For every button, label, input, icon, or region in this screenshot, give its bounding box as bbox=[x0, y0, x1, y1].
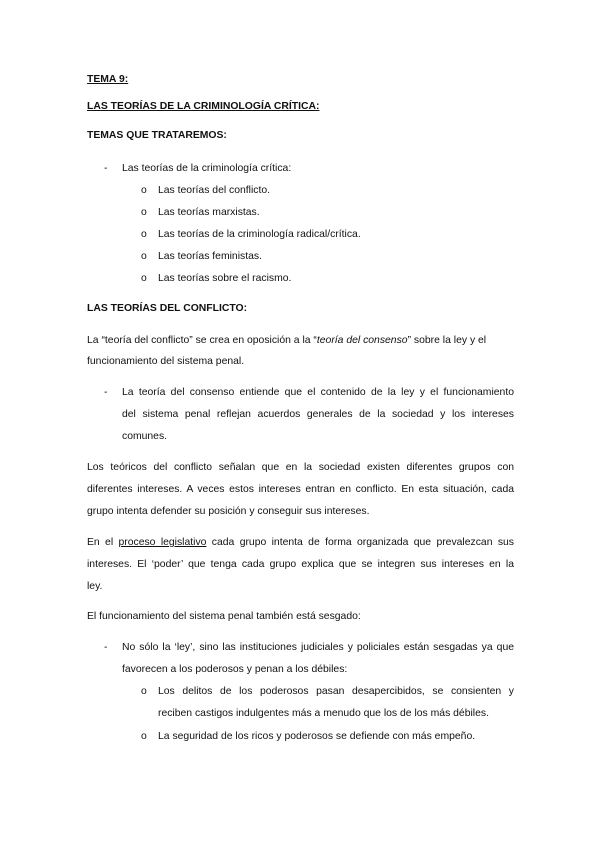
dash-bullet: - bbox=[104, 163, 108, 174]
underlined-term: proceso legislativo bbox=[118, 537, 207, 548]
tema-label: TEMA 9: bbox=[87, 74, 129, 85]
circle-bullet: o bbox=[141, 207, 147, 218]
text-span: La “teoría del conflicto” se crea en oposición a la “ bbox=[87, 335, 317, 346]
topic-item: Las teorías feministas. bbox=[158, 251, 262, 262]
paragraph-line: diferentes intereses. A veces estos intereses entran en conflicto. En esta situación, cada bbox=[87, 484, 514, 495]
paragraph-line: ley. bbox=[87, 581, 103, 592]
paragraph-line bbox=[87, 334, 486, 348]
paragraph-line: Los teóricos del conflicto señalan que en la sociedad existen diferentes grupos con bbox=[87, 462, 514, 473]
dash-bullet: - bbox=[104, 387, 108, 398]
paragraph-line bbox=[87, 536, 514, 550]
italic-term: teoría del consenso bbox=[316, 335, 408, 346]
text-span: En el bbox=[87, 537, 119, 548]
bullet-line: comunes. bbox=[122, 431, 168, 442]
paragraph-line: intereses. El ‘poder’ que tenga cada grupo explica que se integren sus intereses en la bbox=[87, 559, 514, 570]
sub-bullet-line: reciben castigos indulgentes más a menudo que los de los más débiles. bbox=[158, 708, 489, 719]
circle-bullet: o bbox=[141, 273, 147, 284]
paragraph-line: grupo intenta defender su posición y conseguir sus intereses. bbox=[87, 506, 370, 517]
circle-bullet: o bbox=[141, 229, 147, 240]
bullet-line: No sólo la ‘ley’, sino las instituciones judiciales y policiales están sesgadas ya que bbox=[122, 642, 514, 653]
topic-item: Las teorías de la criminología radical/crítica. bbox=[158, 229, 361, 240]
topic-item: Las teorías marxistas. bbox=[158, 207, 260, 218]
circle-bullet: o bbox=[141, 251, 147, 262]
sub-bullet-line: La seguridad de los ricos y poderosos se defiende con más empeño. bbox=[158, 731, 476, 742]
sub-bullet-line: Los delitos de los poderosos pasan desapercibidos, se consienten y bbox=[158, 686, 514, 697]
circle-bullet: o bbox=[141, 185, 147, 196]
topic-item: Las teorías sobre el racismo. bbox=[158, 273, 292, 284]
topics-heading: TEMAS QUE TRATAREMOS: bbox=[87, 130, 227, 141]
text-span: ” sobre la ley y el bbox=[407, 335, 487, 346]
text-span: cada grupo intenta de forma organizada que prevalezcan sus bbox=[206, 537, 514, 548]
conflict-heading: LAS TEORÍAS DEL CONFLICTO: bbox=[87, 303, 248, 314]
bullet-line: del sistema penal reflejan acuerdos generales de la sociedad y los intereses bbox=[122, 409, 514, 420]
circle-bullet: o bbox=[141, 731, 147, 742]
bullet-line: favorecen a los poderosos y penan a los débiles: bbox=[122, 664, 348, 675]
paragraph-line: El funcionamiento del sistema penal también está sesgado: bbox=[87, 611, 361, 622]
topic-item: Las teorías del conflicto. bbox=[158, 185, 271, 196]
topic-main: Las teorías de la criminología crítica: bbox=[122, 163, 292, 174]
page-title: LAS TEORÍAS DE LA CRIMINOLOGÍA CRÍTICA: bbox=[87, 101, 320, 112]
circle-bullet: o bbox=[141, 686, 147, 697]
paragraph-line: funcionamiento del sistema penal. bbox=[87, 356, 245, 367]
dash-bullet: - bbox=[104, 642, 108, 653]
bullet-line: La teoría del consenso entiende que el contenido de la ley y el funcionamiento bbox=[122, 387, 514, 398]
